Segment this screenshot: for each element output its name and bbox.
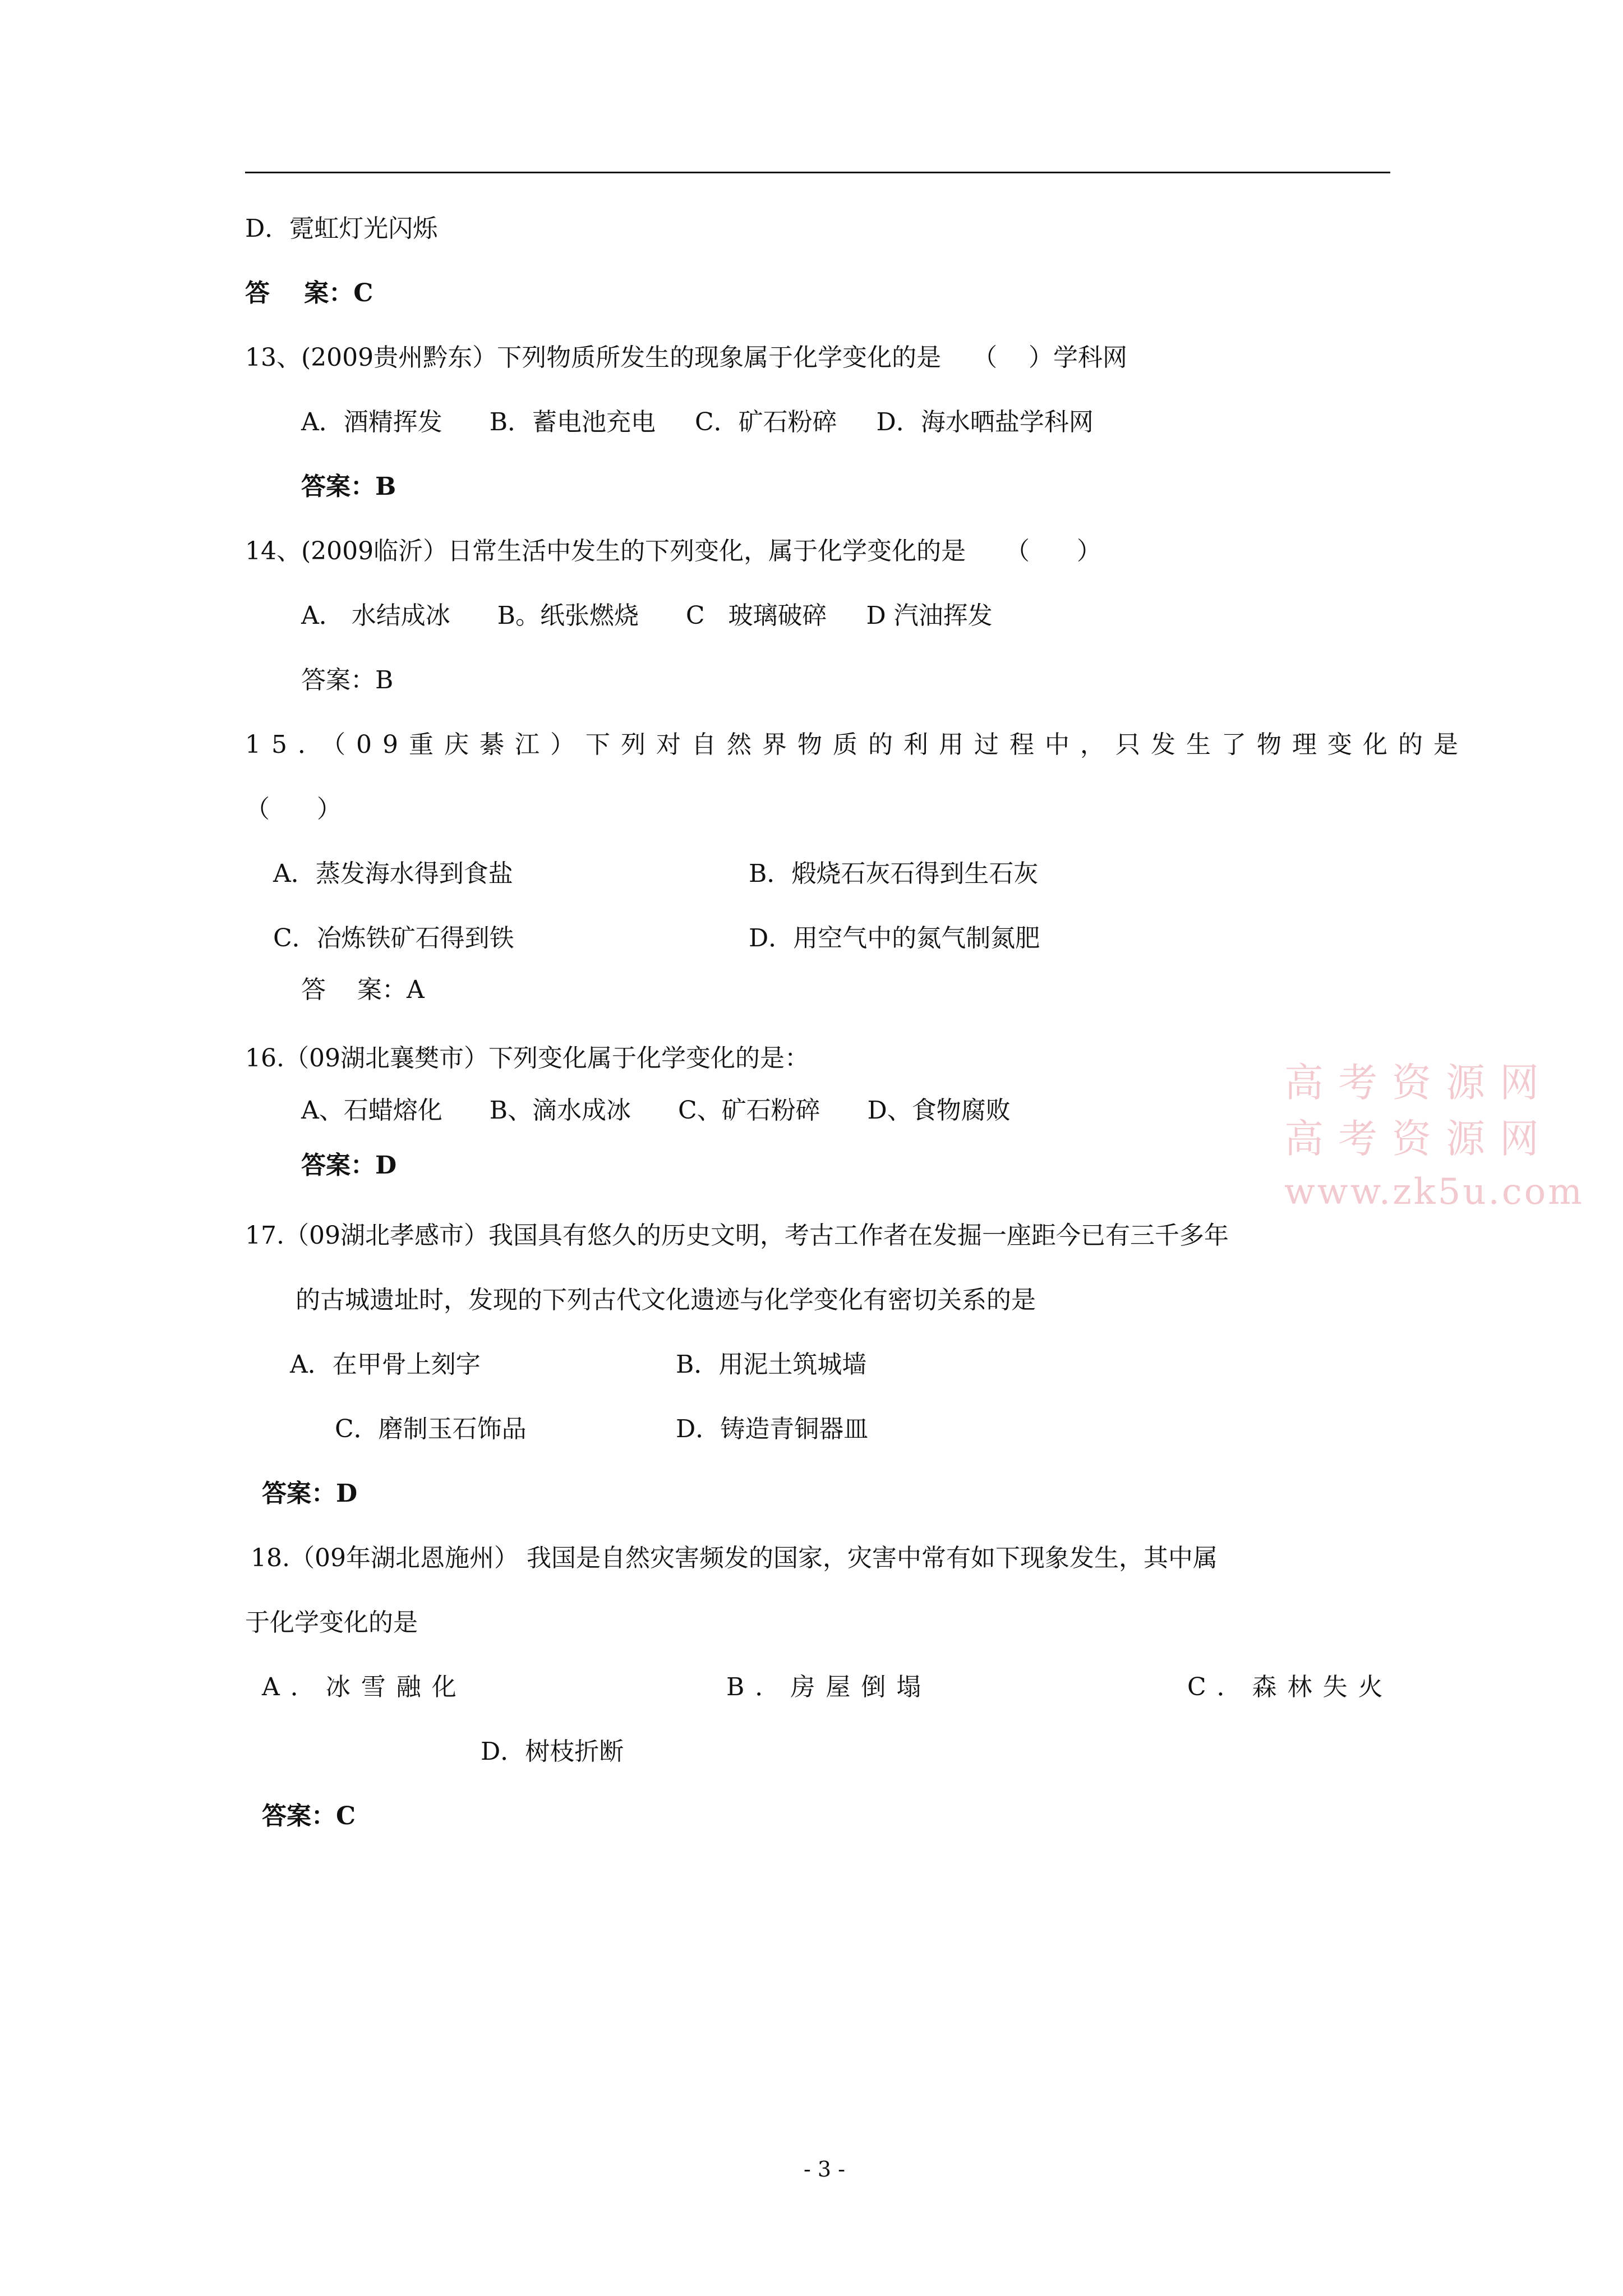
q15-answer: 答 案：A	[301, 976, 425, 1004]
watermark-line-2: 高考资源网	[1284, 1116, 1553, 1162]
q14-options: A． 水结成冰 B。纸张燃烧 C 玻璃破碎 D 汽油挥发	[301, 601, 993, 630]
q17-answer: 答案：D	[262, 1479, 358, 1508]
q18-option-d: D．树枝折断	[481, 1737, 624, 1766]
q12-answer: 答 案：C	[245, 279, 374, 307]
q16-options: A、石蜡熔化 B、滴水成冰 C、矿石粉碎 D、食物腐败	[301, 1096, 1011, 1125]
q18-option-a: A．冰雪融化	[262, 1673, 467, 1701]
q17-stem-cont: 的古城遗址时，发现的下列古代文化遗迹与化学变化有密切关系的是	[296, 1286, 1036, 1314]
q13-stem: 13、(2009贵州黔东）下列物质所发生的现象属于化学变化的是 （ ）学科网	[245, 343, 1128, 372]
q17-option-d: D．铸造青铜器皿	[676, 1415, 869, 1443]
q12-option-d: D．霓虹灯光闪烁	[245, 214, 438, 243]
q16-answer: 答案：D	[301, 1151, 397, 1180]
watermark-url: www.zk5u.com	[1284, 1171, 1584, 1213]
q18-stem: 18.（09年湖北恩施州） 我国是自然灾害频发的国家，灾害中常有如下现象发生，其中属	[251, 1544, 1218, 1572]
q15-stem: 15．（09重庆綦江）下列对自然界物质的利用过程中，只发生了物理变化的是	[245, 730, 1469, 759]
q18-option-c: C．森林失火	[1187, 1673, 1394, 1701]
watermark	[1284, 1055, 1598, 1217]
q17-option-c: C．磨制玉石饰品	[335, 1415, 527, 1443]
q18-option-b: B．房屋倒塌	[726, 1673, 932, 1701]
q16-stem: 16.（09湖北襄樊市）下列变化属于化学变化的是：	[245, 1044, 809, 1073]
q14-answer: 答案：B	[301, 666, 394, 694]
q14-stem: 14、(2009临沂）日常生活中发生的下列变化，属于化学变化的是 （ ）	[245, 537, 1101, 565]
q15-option-b: B．煅烧石灰石得到生石灰	[749, 859, 1039, 888]
q17-option-b: B．用泥土筑城墙	[676, 1350, 867, 1379]
q15-option-c: C．冶炼铁矿石得到铁	[273, 924, 514, 953]
q17-option-a: A．在甲骨上刻字	[290, 1350, 481, 1379]
q18-answer: 答案：C	[262, 1802, 356, 1830]
q18-stem-cont: 于化学变化的是	[245, 1608, 418, 1637]
q15-paren: （ ）	[245, 795, 342, 823]
header-rule	[245, 172, 1390, 173]
watermark-line-1: 高考资源网	[1284, 1060, 1553, 1106]
q17-stem: 17.（09湖北孝感市）我国具有悠久的历史文明，考古工作者在发掘一座距今已有三千多年	[245, 1221, 1229, 1250]
q13-options: A．酒精挥发 B．蓄电池充电 C．矿石粉碎 D．海水晒盐学科网	[301, 408, 1094, 436]
q15-option-a: A．蒸发海水得到食盐	[273, 859, 513, 888]
q13-answer: 答案：B	[301, 472, 396, 501]
q15-option-d: D．用空气中的氮气制氮肥	[749, 924, 1040, 953]
page-number: - 3 -	[803, 2157, 845, 2182]
